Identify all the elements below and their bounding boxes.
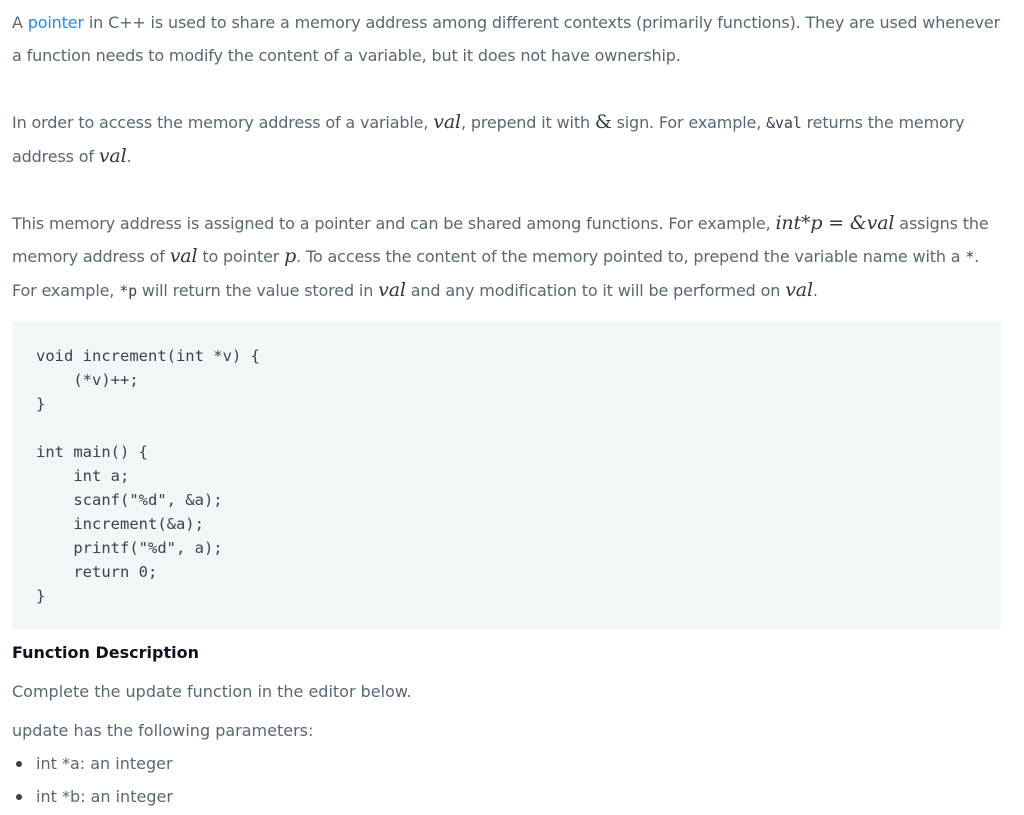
- code-line: }: [36, 395, 46, 413]
- text: A: [12, 13, 28, 32]
- math-ampersand: &: [594, 111, 612, 133]
- parameter-list: [12, 753, 173, 815]
- code-line: (*v)++;: [36, 371, 139, 389]
- code-line: }: [36, 587, 46, 605]
- math-val: val: [433, 111, 461, 133]
- inline-code: &val: [766, 114, 802, 132]
- text: , prepend it with: [460, 113, 595, 132]
- list-item: [12, 786, 173, 815]
- text: .: [126, 147, 132, 166]
- bullet-icon: [16, 794, 22, 800]
- code-sample: [36, 344, 260, 608]
- code-line: return 0;: [36, 563, 158, 581]
- text: will return the value stored in: [136, 281, 379, 300]
- address-paragraph: [12, 106, 1002, 173]
- inline-code: *p: [119, 282, 137, 300]
- pointer-paragraph: [12, 207, 1002, 308]
- parameter-text: int *a: an integer: [36, 754, 173, 773]
- math-val: val: [169, 245, 198, 267]
- list-item: [12, 753, 173, 786]
- code-line: int a;: [36, 467, 130, 485]
- text: This memory address is assigned to a pointer and can be shared among functions. For example,: [12, 214, 776, 233]
- text: in C++ is used to share a memory address among different contexts (primarily functions). They are used whenever a function needs to modify the content of a variable, but it does not have ownership.: [12, 13, 1001, 65]
- text: to pointer: [197, 247, 285, 266]
- problem-statement: [12, 0, 1002, 308]
- code-line: [36, 416, 260, 440]
- function-description-text: Complete the update function in the editor below.: [12, 682, 412, 701]
- code-block: [12, 321, 1001, 630]
- parameter-text: int *b: an integer: [36, 787, 173, 806]
- text: .: [812, 281, 818, 300]
- bullet-icon: [16, 761, 22, 767]
- parameters-intro: update has the following parameters:: [12, 721, 314, 740]
- function-description-heading: Function Description: [12, 643, 199, 662]
- code-line: int main() {: [36, 443, 148, 461]
- code-line: printf("%d", a);: [36, 539, 223, 557]
- intro-paragraph: [12, 6, 1002, 72]
- math-p: p: [284, 245, 297, 267]
- text: sign. For example,: [611, 113, 767, 132]
- text: returns the memory address of: [12, 113, 965, 166]
- text: In order to access the memory address of a variable,: [12, 113, 434, 132]
- math-val: val: [98, 145, 127, 167]
- code-line: increment(&a);: [36, 515, 204, 533]
- math-val: val: [378, 279, 406, 301]
- inline-code: *: [965, 248, 975, 266]
- text: and any modification to it will be performed on: [405, 281, 786, 300]
- math-expression: int*p = &val: [775, 212, 895, 234]
- pointer-link[interactable]: pointer: [27, 13, 84, 32]
- text: . To access the content of the memory pointed to, prepend the variable name with a: [296, 247, 966, 266]
- text: assigns the memory address of: [12, 214, 989, 266]
- text: . For example,: [12, 247, 980, 300]
- code-line: scanf("%d", &a);: [36, 491, 223, 509]
- code-line: void increment(int *v) {: [36, 347, 260, 365]
- math-val: val: [785, 279, 813, 301]
